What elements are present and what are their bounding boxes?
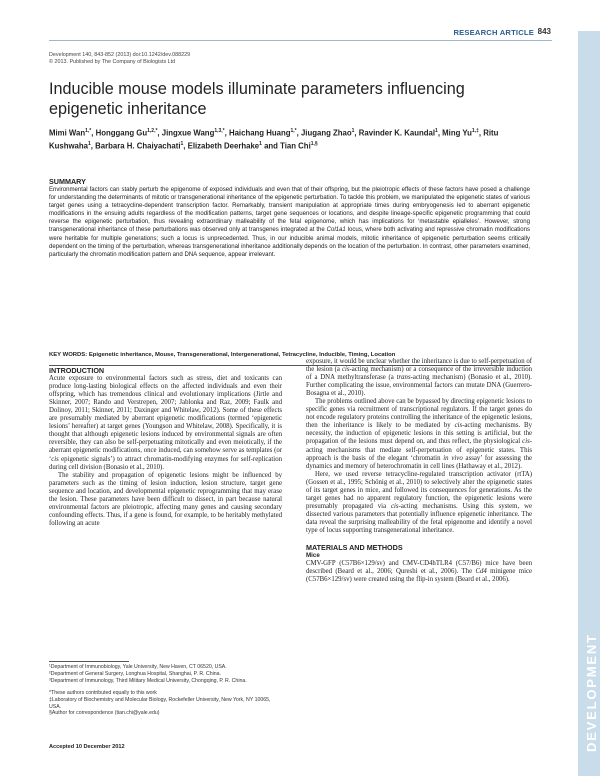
article-title: Inducible mouse models illuminate parameters influencing epigenetic inheritance [49,80,465,118]
author: Elizabeth Deerhake [187,141,260,151]
page-number: 843 [537,27,551,36]
paragraph: The problems outlined above can be bypassed by directing epigenetic lesions to specific genes via recruitment of transcriptional regulators. If the target genes do not encode regulatory proteins controlling the inheritance of the epigenetic lesions, then the inheritance is likely to be mediated by cis-acting mechanisms. By necessity, the induction of epigenetic lesions in this setting is artificial, but the propagation of the lesions must depend on, and thus reflect, the physiological cis-acting mechanisms that mediate self-perpetuation of epigenetic states. This approach is the basis of the elegant ‘chromatin in vivo assay’ for assessing the dynamics and memory of heterochromatin in cell lines (Hathaway et al., 2012). [306,398,533,470]
affiliation: ²Department of General Surgery, Longhua Hospital, Shanghai, P. R. China. [49,670,221,677]
paragraph: Here, we used reverse tetracycline-regulated transcription activator (rtTA) (Gossen et al., 1995; Schönig et al., 2010) to selectively alter the epigenetic states of its target genes in mice, and followed its consequences for generations. As the target genes had no apparent regulatory function, the epigenetic lesions were presumably propagated via cis-acting mechanisms. Using this system, we dissected various parameters that potentially influence epigenetic inheritance. The data reveal the surprising malleability of the fetal epigenome and identify a novel type of locus supporting transgenerational inheritance. [306,470,533,534]
keywords: KEY WORDS: Epigenetic inheritance, Mouse, Transgenerational, Intergenerational, Tetracycline, Inducible, Timing, Location [49,352,396,358]
column-right [306,358,532,584]
author: Ming Yu [442,128,472,138]
accepted-date: Accepted 10 December 2012 [49,744,125,750]
summary-heading: SUMMARY [49,177,86,186]
footnotes [49,664,282,717]
methods-subheading: Mice [306,552,320,560]
footnote: ‡Laboratory of Biochemistry and Molecular Biology, Rockefeller University, New York, NY 10065, USA. [49,696,271,710]
paragraph: exposure, it would be unclear whether the inheritance is due to self-perpetuation of the lesion (a cis-acting mechanism) or a consequence of the irreversible induction of a DNA methyltransferase (a trans-acting mechanism) (Bonasio et al., 2010). Further complicating the issue, environmental factors can mutate DNA (Guerrero-Bosagna et al., 2010). [306,358,532,398]
author: Haichang Huang [228,128,291,138]
author: Jiugang Zhao [300,128,352,138]
journal-side-label: DEVELOPMENT [584,633,599,752]
paragraph: Acute exposure to environmental factors such as stress, diet and toxicants can produce long-lasting biological effects on the affected individuals and even their offspring, which has tremendous clinical and evolutionary implications (Jirtle and Skinner, 2007; Rando and Verstrepen, 2007; Jablonka and Raz, 2009; Faulk and Dolinoy, 2011; Skinner, 2011; Daxinger and Whitelaw, 2012). Some of these effects are presumably mediated by aberrant epigenetic modifications (termed ‘epigenetic lesions’ hereafter) at target genes (Youngson and Whitelaw, 2008). Specifically, it is thought that although epigenetic lesions induced by environmental signals are often reversible, they can also be self-perpetuating mitotically and even meiotically, if the aberrant epigenetic modifications, once induced, can somehow serve as templates (or ‘cis epigenetic signals’) to attract chromatin-modifying enzymes for self-replication during cell division (Bonasio et al., 2010). [49,375,282,471]
introduction-heading: INTRODUCTION [49,366,105,375]
keywords-label: KEY WORDS: [49,352,88,358]
author: Ritu Kushwaha [49,128,499,151]
correspondence-footnote: §Author for correspondence (tian.chi@yale.edu) [49,710,160,717]
author: Honggang Gu [95,128,148,138]
footnote-divider [49,661,129,662]
summary-text: Environmental factors can stably perturb the epigenome of exposed individuals and even that of their offspring, but the pleiotropic effects of these factors have posed a challenge for understanding the determinants of mitotic or transgenerational inheritance of the epigenetic perturbation. To tackle this problem, we manipulated the epigenetic states of various target genes using a tetracycline-dependent transcription factor. Remarkably, transient manipulation at appropriate times during embryogenesis led to aberrant epigenetic modifications in the ensuing adults regardless of the modification patterns, target gene sequences or locations, and despite lineage-specific epigenetic programming that could reverse the epigenetic perturbation, thus revealing extraordinary malleability of the fetal epigenome, which has implications for ‘metastable epialleles’. However, strong transgenerational inheritance of these perturbations was observed only at transgenes integrated at the Col1a1 locus, where both activating and repressive chromatin modifications were heritable for multiple generations; such a locus is unprecedented. Thus, in our inducible animal models, mitotic inheritance of epigenetic perturbation seems critically dependent on the timing of the perturbation, whereas transgenerational inheritance additionally depends on the location of the perturbation. In contrast, other parameters examined, particularly the chromatin modification pattern and DNA sequence, appear irrelevant. [49,187,531,258]
affiliation: ¹Department of Immunobiology, Yale University, New Haven, CT 06520, USA. [49,664,227,670]
author: Ravinder K. Kaundal [358,128,436,138]
column-left [49,367,282,528]
article-type-label: RESEARCH ARTICLE [453,28,534,37]
author: Barbara H. Chaiyachati [95,141,181,151]
citation-block [49,52,190,67]
author: Tian Chi [280,141,311,151]
methods-heading: MATERIALS AND METHODS [306,543,403,553]
affiliation: ³Department of Immunology, Third Military Medical University, Chongqing, P. R. China. [49,677,247,684]
copyright-line: © 2013. Published by The Company of Biologists Ltd [49,59,176,66]
author: Jingxue Wang [161,128,215,138]
paragraph: The stability and propagation of epigenetic lesions might be influenced by parameters such as the timing of lesion induction, lesion structure, target gene sequence and location, and developmental epigenetic reprogramming that may erase the lesion. These parameters have been difficult to dissect, in part because natural environmental factors are pleiotropic, affecting many genes and causing secondary confounding effects. Thus, if a gene is found, for example, to be heritably methylated following an acute [49,471,282,527]
author: Mimi Wan [49,128,86,138]
paragraph: CMV-GFP (C57B6×129/sv) and CMV-CD4hTLR4 (C57/B6) mice have been described (Beard et al., 2006; Qureshi et al., 2006). The Cd4 minigene mice (C57B6×129/sv) were created using the flip-in system (Beard et al., 2006). [306,560,532,584]
footnote: *These authors contributed equally to this work [49,689,157,696]
author-list: Mimi Wan$^{1,*}$, Honggang $Gu^{1,2,*}$, Jingxue Wang$^{1,3,*}$, Haichang Huang$^{1,*}$, Jiugang Zhao$^1$, Ravinder K. Kaundal$^1$, Ming $Yu^{1,\ddagger}$, Ritu Kushwaha$^1$, Barbara H. Chaiyachati$^1$, Elizabeth Deerhake$^1$ and Tian Chi$^{1,\S}$ [49,128,499,151]
citation-line: Development 140, 843-852 (2013) doi:10.1242/dev.088229 [49,52,191,58]
